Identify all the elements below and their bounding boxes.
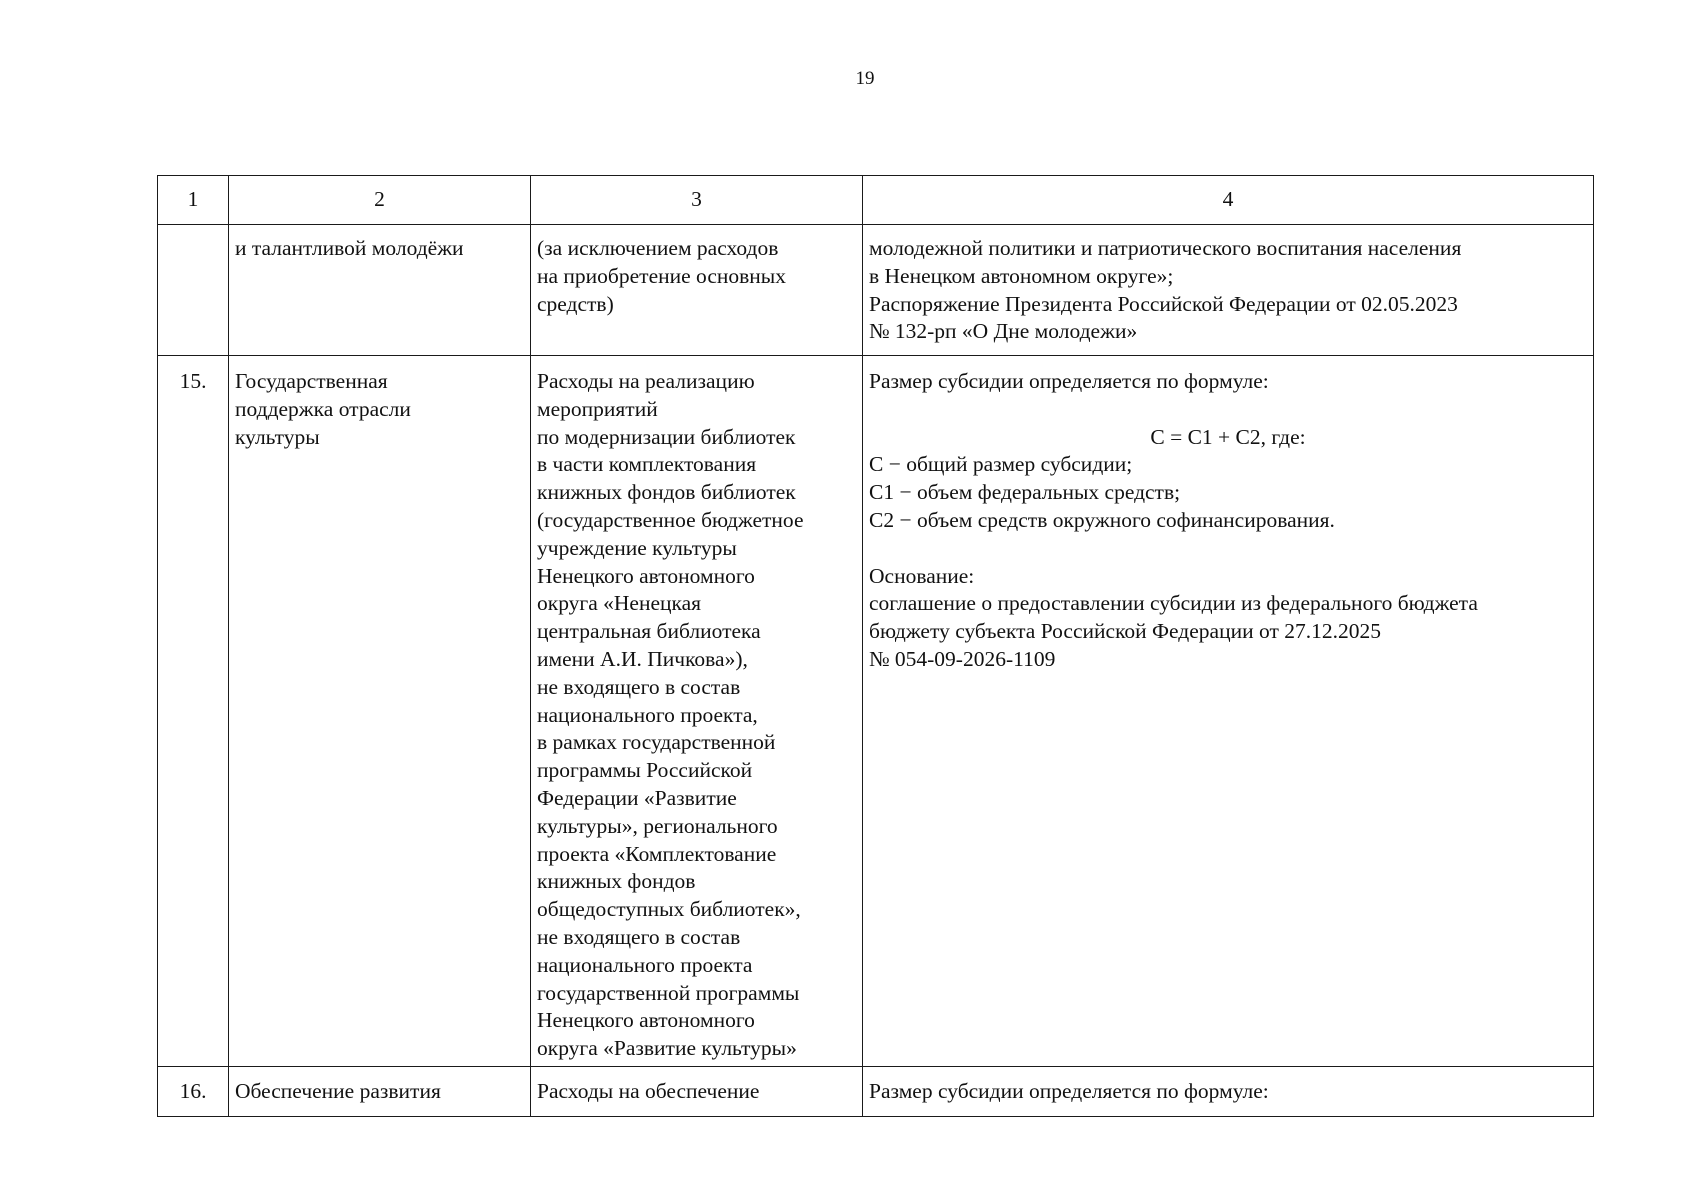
cell-line: и талантливой молодёжи — [235, 236, 464, 260]
cell-line: Расходы на обеспечение — [537, 1079, 760, 1103]
subsidy-table — [157, 175, 1594, 1117]
cell-line: не входящего в состав — [537, 674, 741, 699]
cell-line: Ненецкого автономного — [537, 1008, 755, 1033]
cell-line: Обеспечение развития — [235, 1079, 441, 1103]
cell-line: (за исключением расходов — [537, 236, 779, 260]
header-col-1: 1 — [158, 176, 229, 225]
table-row — [158, 1067, 1594, 1117]
blank-line — [869, 535, 1587, 563]
basis-cell — [863, 225, 1594, 356]
cell-line: культуры — [235, 424, 320, 449]
basis-document-line: бюджету субъекта Российской Федерации от 27.12.2025 — [869, 619, 1381, 644]
basis-document-line: соглашение о предоставлении субсидии из федерального бюджета — [869, 591, 1478, 616]
cell-line: национального проекта, — [537, 702, 758, 727]
formula-definition: С1 − объем федеральных средств; — [869, 480, 1181, 505]
expenses-cell — [531, 356, 863, 1067]
formula-definition: С2 − объем средств окружного софинансирования. — [869, 507, 1335, 532]
cell-line: книжных фондов — [537, 869, 696, 894]
cell-line: не входящего в состав — [537, 924, 741, 949]
direction-name-cell — [229, 356, 531, 1067]
expenses-cell — [531, 1067, 863, 1117]
cell-line: Государственная — [235, 369, 388, 393]
table-row — [158, 225, 1594, 356]
row-number-cell — [158, 225, 229, 356]
cell-line: проекта «Комплектование — [537, 841, 777, 866]
cell-line: общедоступных библиотек», — [537, 897, 801, 922]
blank-line — [869, 396, 1587, 424]
basis-cell — [863, 356, 1594, 1067]
row-number-cell: 16. — [158, 1067, 229, 1117]
cell-line: Ненецкого автономного — [537, 563, 755, 588]
basis-document-line: № 054-09-2026-1109 — [869, 646, 1056, 671]
header-col-3: 3 — [531, 176, 863, 225]
formula-intro: Размер субсидии определяется по формуле: — [869, 369, 1269, 393]
cell-line: округа «Развитие культуры» — [537, 1036, 797, 1061]
cell-line: программы Российской — [537, 758, 753, 783]
cell-line: по модернизации библиотек — [537, 424, 796, 449]
cell-line: мероприятий — [537, 396, 658, 421]
cell-line: поддержка отрасли — [235, 396, 411, 421]
header-col-2: 2 — [229, 176, 531, 225]
cell-line: Размер субсидии определяется по формуле: — [869, 1079, 1269, 1103]
basis-cell — [863, 1067, 1594, 1117]
cell-line: государственной программы — [537, 980, 800, 1005]
direction-name-cell — [229, 225, 531, 356]
cell-line: молодежной политики и патриотического воспитания населения — [869, 236, 1462, 260]
subsidy-formula: С = С1 + С2, где: — [1150, 424, 1306, 449]
cell-line: (государственное бюджетное — [537, 507, 804, 532]
row-number-cell: 15. — [158, 356, 229, 1067]
cell-line: центральная библиотека — [537, 619, 761, 644]
cell-line: в части комплектования — [537, 452, 757, 477]
cell-line: имени А.И. Пичкова»), — [537, 646, 748, 671]
cell-line: учреждение культуры — [537, 535, 737, 560]
cell-line: Распоряжение Президента Российской Федерации от 02.05.2023 — [869, 291, 1458, 316]
direction-name-cell — [229, 1067, 531, 1117]
cell-line: культуры», регионального — [537, 813, 778, 838]
table-row — [158, 356, 1594, 1067]
cell-line: на приобретение основных — [537, 263, 786, 288]
cell-line: округа «Ненецкая — [537, 591, 702, 616]
cell-line: Федерации «Развитие — [537, 785, 737, 810]
cell-line: средств) — [537, 291, 614, 316]
formula-definition: С − общий размер субсидии; — [869, 452, 1133, 477]
expenses-cell — [531, 225, 863, 356]
cell-line: в рамках государственной — [537, 730, 776, 755]
basis-label: Основание: — [869, 563, 975, 588]
cell-line: книжных фондов библиотек — [537, 480, 796, 505]
cell-line: в Ненецком автономном округе»; — [869, 263, 1174, 288]
table-header-row — [158, 176, 1594, 225]
header-col-4: 4 — [863, 176, 1594, 225]
cell-line: национального проекта — [537, 952, 753, 977]
page-number: 19 — [855, 68, 875, 89]
cell-line: Расходы на реализацию — [537, 369, 755, 393]
cell-line: № 132-рп «О Дне молодежи» — [869, 319, 1138, 344]
